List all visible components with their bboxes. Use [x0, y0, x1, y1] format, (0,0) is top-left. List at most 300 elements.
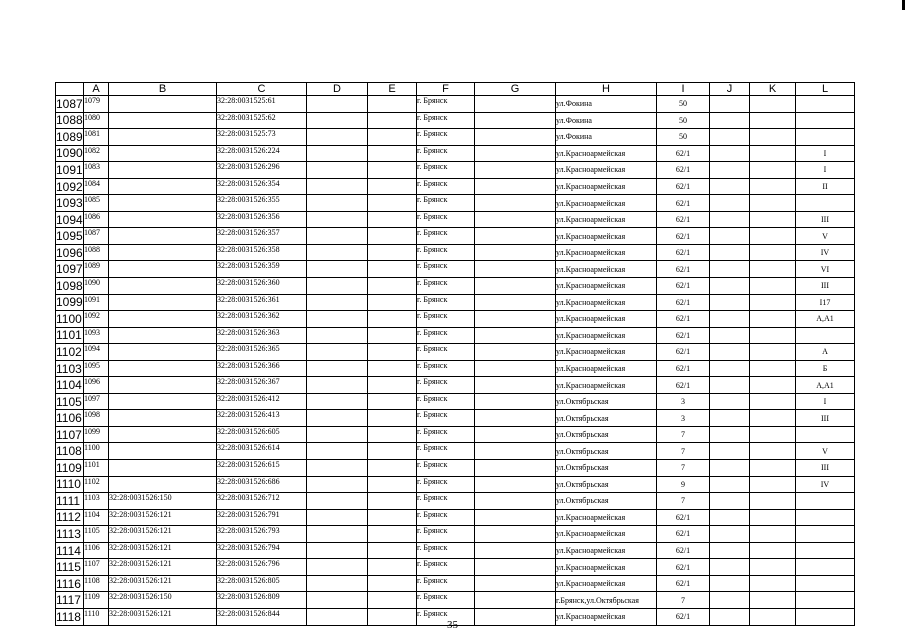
cell-d: [307, 311, 368, 328]
cell-i: 7: [657, 493, 710, 510]
cell-f: г. Брянск: [417, 112, 475, 129]
cell-c: 32:28:0031526:796: [217, 559, 307, 576]
row-number: 1094: [56, 212, 83, 227]
cell-l: [796, 493, 855, 510]
cell-d: [307, 393, 368, 410]
cell-b: [109, 460, 217, 477]
table-row: [56, 344, 855, 361]
cell-e: [368, 178, 417, 195]
cell-f: г. Брянск: [417, 575, 475, 592]
cell-e: [368, 311, 417, 328]
row-number: 1091: [56, 162, 83, 177]
cell-h: ул.Красноармейская: [556, 344, 657, 361]
cell-d: [307, 410, 368, 427]
cell-g: [475, 327, 556, 344]
cell-e: [368, 592, 417, 609]
cell-j: [710, 195, 750, 212]
cell-f: г. Брянск: [417, 443, 475, 460]
cell-b: [109, 162, 217, 179]
row-number: 1095: [56, 229, 83, 244]
cell-d: [307, 294, 368, 311]
cell-c: 32:28:0031526:793: [217, 526, 307, 543]
cell-l: [796, 112, 855, 129]
cell-f: г. Брянск: [417, 244, 475, 261]
cell-i: 7: [657, 460, 710, 477]
cell-b: [109, 327, 217, 344]
cell-d: [307, 526, 368, 543]
cell-h: ул.Красноармейская: [556, 377, 657, 394]
cell-c: 32:28:0031526:615: [217, 460, 307, 477]
cell-a: 1090: [84, 278, 109, 295]
cell-f: г. Брянск: [417, 96, 475, 113]
cell-c: 32:28:0031526:712: [217, 493, 307, 510]
cell-e: [368, 460, 417, 477]
cell-k: [750, 162, 796, 179]
cell-j: [710, 211, 750, 228]
cell-a: 1084: [84, 178, 109, 195]
cell-b: [109, 377, 217, 394]
cell-k: [750, 344, 796, 361]
cell-a: 1085: [84, 195, 109, 212]
table-row: [56, 393, 855, 410]
cell-h: ул.Красноармейская: [556, 145, 657, 162]
cell-i: 62/1: [657, 261, 710, 278]
cell-f: г. Брянск: [417, 377, 475, 394]
cell-g: [475, 178, 556, 195]
cell-j: [710, 145, 750, 162]
cell-h: ул.Красноармейская: [556, 261, 657, 278]
cell-j: [710, 393, 750, 410]
cell-g: [475, 211, 556, 228]
cell-k: [750, 327, 796, 344]
cell-a: 1081: [84, 129, 109, 146]
cell-a: 1088: [84, 244, 109, 261]
cell-a: 1094: [84, 344, 109, 361]
cell-g: [475, 294, 556, 311]
cell-d: [307, 211, 368, 228]
cell-l: А: [796, 344, 855, 361]
cell-g: [475, 542, 556, 559]
cell-c: 32:28:0031525:61: [217, 96, 307, 113]
cell-j: [710, 360, 750, 377]
cell-g: [475, 228, 556, 245]
cell-d: [307, 426, 368, 443]
cell-a: 1082: [84, 145, 109, 162]
cell-g: [475, 145, 556, 162]
cell-a: 1109: [84, 592, 109, 609]
cell-i: 62/1: [657, 360, 710, 377]
cell-e: [368, 526, 417, 543]
cell-k: [750, 542, 796, 559]
cell-h: ул.Красноармейская: [556, 178, 657, 195]
cell-l: IV: [796, 244, 855, 261]
cell-h: ул.Фокина: [556, 112, 657, 129]
cell-k: [750, 509, 796, 526]
table-row: [56, 294, 855, 311]
cell-f: г. Брянск: [417, 162, 475, 179]
cell-i: 62/1: [657, 526, 710, 543]
cell-j: [710, 526, 750, 543]
cell-d: [307, 244, 368, 261]
cell-i: 62/1: [657, 145, 710, 162]
cell-c: 32:28:0031526:794: [217, 542, 307, 559]
row-number: 1089: [56, 129, 83, 144]
row-number: 1088: [56, 113, 83, 128]
cell-j: [710, 129, 750, 146]
cell-b: [109, 360, 217, 377]
cell-j: [710, 261, 750, 278]
cell-h: ул.Красноармейская: [556, 509, 657, 526]
cell-b: [109, 211, 217, 228]
cell-f: г. Брянск: [417, 360, 475, 377]
cell-e: [368, 493, 417, 510]
cell-l: [796, 526, 855, 543]
cell-f: г. Брянск: [417, 526, 475, 543]
cell-e: [368, 244, 417, 261]
cell-k: [750, 526, 796, 543]
row-number: 1111: [56, 493, 84, 510]
cell-k: [750, 493, 796, 510]
cell-b: [109, 145, 217, 162]
table-row: [56, 410, 855, 427]
cell-b: [109, 476, 217, 493]
row-number: 1101: [56, 328, 82, 343]
cell-l: III: [796, 410, 855, 427]
cell-i: 62/1: [657, 244, 710, 261]
cell-g: [475, 509, 556, 526]
cell-a: 1089: [84, 261, 109, 278]
row-number: 1105: [56, 394, 82, 409]
cell-j: [710, 476, 750, 493]
cell-a: 1108: [84, 575, 109, 592]
cell-d: [307, 443, 368, 460]
cell-b: [109, 228, 217, 245]
cell-c: 32:28:0031526:367: [217, 377, 307, 394]
cell-i: 7: [657, 443, 710, 460]
cell-g: [475, 360, 556, 377]
cell-l: [796, 542, 855, 559]
cell-l: [796, 327, 855, 344]
cell-d: [307, 327, 368, 344]
table-row: [56, 311, 855, 328]
cell-b: [109, 244, 217, 261]
row-number: 1112: [56, 509, 84, 526]
column-header: D: [307, 83, 368, 96]
cell-f: г. Брянск: [417, 178, 475, 195]
table-row: [56, 493, 855, 510]
cell-l: V: [796, 443, 855, 460]
cell-j: [710, 162, 750, 179]
cell-k: [750, 261, 796, 278]
column-header: L: [796, 83, 855, 96]
row-number: 1110: [56, 476, 84, 493]
cell-a: 1098: [84, 410, 109, 427]
cell-c: 32:28:0031525:73: [217, 129, 307, 146]
table-row: [56, 261, 855, 278]
row-number: 1099: [56, 295, 83, 310]
cell-d: [307, 261, 368, 278]
cell-k: [750, 426, 796, 443]
table-row: [56, 526, 855, 543]
table-row: [56, 592, 855, 609]
cell-b: [109, 410, 217, 427]
cell-d: [307, 575, 368, 592]
cell-c: 32:28:0031526:224: [217, 145, 307, 162]
cell-b: [109, 112, 217, 129]
cell-j: [710, 443, 750, 460]
cell-k: [750, 244, 796, 261]
cell-h: г.Брянск,ул.Октябрьская: [556, 592, 657, 609]
cell-a: 1080: [84, 112, 109, 129]
cell-g: [475, 377, 556, 394]
cell-g: [475, 443, 556, 460]
row-number: 1118: [56, 608, 84, 625]
cell-b: [109, 261, 217, 278]
table-row: [56, 327, 855, 344]
cell-l: I: [796, 162, 855, 179]
row-number: 1098: [56, 278, 83, 293]
cell-e: [368, 278, 417, 295]
cell-l: А,А1: [796, 377, 855, 394]
cell-c: 32:28:0031526:791: [217, 509, 307, 526]
cell-g: [475, 195, 556, 212]
cell-h: ул.Октябрьская: [556, 460, 657, 477]
cell-f: г. Брянск: [417, 509, 475, 526]
cell-d: [307, 145, 368, 162]
cell-k: [750, 211, 796, 228]
cell-e: [368, 294, 417, 311]
cell-c: 32:28:0031526:359: [217, 261, 307, 278]
cell-h: ул.Красноармейская: [556, 608, 657, 625]
cell-d: [307, 377, 368, 394]
cell-d: [307, 592, 368, 609]
cell-j: [710, 460, 750, 477]
cell-d: [307, 278, 368, 295]
cell-c: 32:28:0031525:62: [217, 112, 307, 129]
cell-a: 1079: [84, 96, 109, 113]
cell-g: [475, 460, 556, 477]
cell-f: г. Брянск: [417, 129, 475, 146]
cell-e: [368, 509, 417, 526]
cell-a: 1106: [84, 542, 109, 559]
cell-g: [475, 410, 556, 427]
cell-b: [109, 278, 217, 295]
cell-l: [796, 509, 855, 526]
cell-d: [307, 96, 368, 113]
cell-h: ул.Красноармейская: [556, 244, 657, 261]
cell-i: 7: [657, 592, 710, 609]
cell-l: [796, 592, 855, 609]
cell-b: [109, 344, 217, 361]
table-row: [56, 542, 855, 559]
cell-h: ул.Октябрьская: [556, 410, 657, 427]
cell-b: [109, 96, 217, 113]
cell-c: 32:28:0031526:365: [217, 344, 307, 361]
cell-j: [710, 592, 750, 609]
table-row: [56, 360, 855, 377]
cell-b: 32:28:0031526:121: [109, 526, 217, 543]
table-row: [56, 377, 855, 394]
row-number: 1106: [56, 411, 82, 426]
row-number: 1107: [56, 427, 82, 442]
row-number: 1102: [56, 344, 82, 359]
cell-f: г. Брянск: [417, 559, 475, 576]
cell-i: 62/1: [657, 178, 710, 195]
cell-i: 50: [657, 96, 710, 113]
cell-c: 32:28:0031526:805: [217, 575, 307, 592]
cell-b: 32:28:0031526:150: [109, 592, 217, 609]
cell-c: 32:28:0031526:296: [217, 162, 307, 179]
cell-l: I17: [796, 294, 855, 311]
cell-d: [307, 162, 368, 179]
cell-c: 32:28:0031526:605: [217, 426, 307, 443]
cell-i: 62/1: [657, 575, 710, 592]
cell-g: [475, 592, 556, 609]
cell-b: [109, 129, 217, 146]
cell-f: г. Брянск: [417, 592, 475, 609]
cell-g: [475, 96, 556, 113]
cell-c: 32:28:0031526:362: [217, 311, 307, 328]
cell-d: [307, 460, 368, 477]
cell-c: 32:28:0031526:413: [217, 410, 307, 427]
cell-e: [368, 377, 417, 394]
cell-c: 32:28:0031526:363: [217, 327, 307, 344]
cell-j: [710, 278, 750, 295]
cell-i: 62/1: [657, 294, 710, 311]
table-row: [56, 195, 855, 212]
cell-l: Б: [796, 360, 855, 377]
cell-h: ул.Красноармейская: [556, 526, 657, 543]
cell-i: 62/1: [657, 195, 710, 212]
cell-b: [109, 311, 217, 328]
table-row: [56, 426, 855, 443]
row-number: 1103: [56, 361, 82, 376]
cell-a: 1093: [84, 327, 109, 344]
cell-l: III: [796, 278, 855, 295]
cell-k: [750, 360, 796, 377]
cell-g: [475, 393, 556, 410]
cell-h: ул.Красноармейская: [556, 278, 657, 295]
cell-d: [307, 542, 368, 559]
cell-e: [368, 211, 417, 228]
cell-f: г. Брянск: [417, 344, 475, 361]
column-header: H: [556, 83, 657, 96]
cell-l: VI: [796, 261, 855, 278]
table-row: [56, 460, 855, 477]
cell-e: [368, 129, 417, 146]
cell-j: [710, 493, 750, 510]
cell-d: [307, 195, 368, 212]
cell-j: [710, 426, 750, 443]
row-number: 1100: [56, 311, 82, 326]
cell-k: [750, 228, 796, 245]
cell-k: [750, 112, 796, 129]
cell-a: 1099: [84, 426, 109, 443]
cell-g: [475, 162, 556, 179]
cell-a: 1091: [84, 294, 109, 311]
cell-a: 1103: [84, 493, 109, 510]
cell-i: 50: [657, 129, 710, 146]
cell-c: 32:28:0031526:412: [217, 393, 307, 410]
cell-b: [109, 195, 217, 212]
cell-k: [750, 195, 796, 212]
cell-l: [796, 96, 855, 113]
cell-i: 62/1: [657, 377, 710, 394]
cell-h: ул.Красноармейская: [556, 294, 657, 311]
cell-i: 62/1: [657, 311, 710, 328]
cell-k: [750, 377, 796, 394]
row-number: 1090: [56, 146, 83, 161]
cell-g: [475, 526, 556, 543]
cell-e: [368, 410, 417, 427]
cell-a: 1092: [84, 311, 109, 328]
cell-a: 1086: [84, 211, 109, 228]
cell-c: 32:28:0031526:360: [217, 278, 307, 295]
cell-c: 32:28:0031526:357: [217, 228, 307, 245]
table-row: [56, 476, 855, 493]
cell-k: [750, 443, 796, 460]
cell-j: [710, 327, 750, 344]
cell-i: 62/1: [657, 559, 710, 576]
cell-l: III: [796, 460, 855, 477]
row-number: 1104: [56, 378, 82, 393]
cell-j: [710, 377, 750, 394]
cell-d: [307, 178, 368, 195]
cell-j: [710, 344, 750, 361]
cell-a: 1110: [84, 608, 109, 625]
cell-k: [750, 129, 796, 146]
cell-e: [368, 195, 417, 212]
row-number: 1097: [56, 262, 83, 277]
cell-b: 32:28:0031526:150: [109, 493, 217, 510]
cell-h: ул.Красноармейская: [556, 228, 657, 245]
cell-j: [710, 575, 750, 592]
cell-c: 32:28:0031526:358: [217, 244, 307, 261]
cell-j: [710, 311, 750, 328]
cell-e: [368, 393, 417, 410]
cell-b: 32:28:0031526:121: [109, 575, 217, 592]
column-header: E: [368, 83, 417, 96]
cell-k: [750, 592, 796, 609]
cell-f: г. Брянск: [417, 327, 475, 344]
cell-k: [750, 559, 796, 576]
cell-d: [307, 360, 368, 377]
cell-c: 32:28:0031526:366: [217, 360, 307, 377]
row-number: 1116: [56, 575, 84, 592]
cell-l: I: [796, 393, 855, 410]
cell-h: ул.Октябрьская: [556, 493, 657, 510]
row-number: 1087: [56, 96, 83, 111]
table-row: [56, 178, 855, 195]
cell-g: [475, 112, 556, 129]
table-row: [56, 129, 855, 146]
cell-d: [307, 509, 368, 526]
cell-i: 62/1: [657, 542, 710, 559]
cell-k: [750, 178, 796, 195]
cell-e: [368, 162, 417, 179]
table-row: [56, 96, 855, 113]
cell-i: 50: [657, 112, 710, 129]
cell-l: [796, 426, 855, 443]
row-number: 1096: [56, 245, 83, 260]
cell-f: г. Брянск: [417, 211, 475, 228]
table-row: [56, 244, 855, 261]
cell-k: [750, 145, 796, 162]
cell-l: V: [796, 228, 855, 245]
table-row: [56, 509, 855, 526]
cell-k: [750, 278, 796, 295]
cell-i: 62/1: [657, 509, 710, 526]
